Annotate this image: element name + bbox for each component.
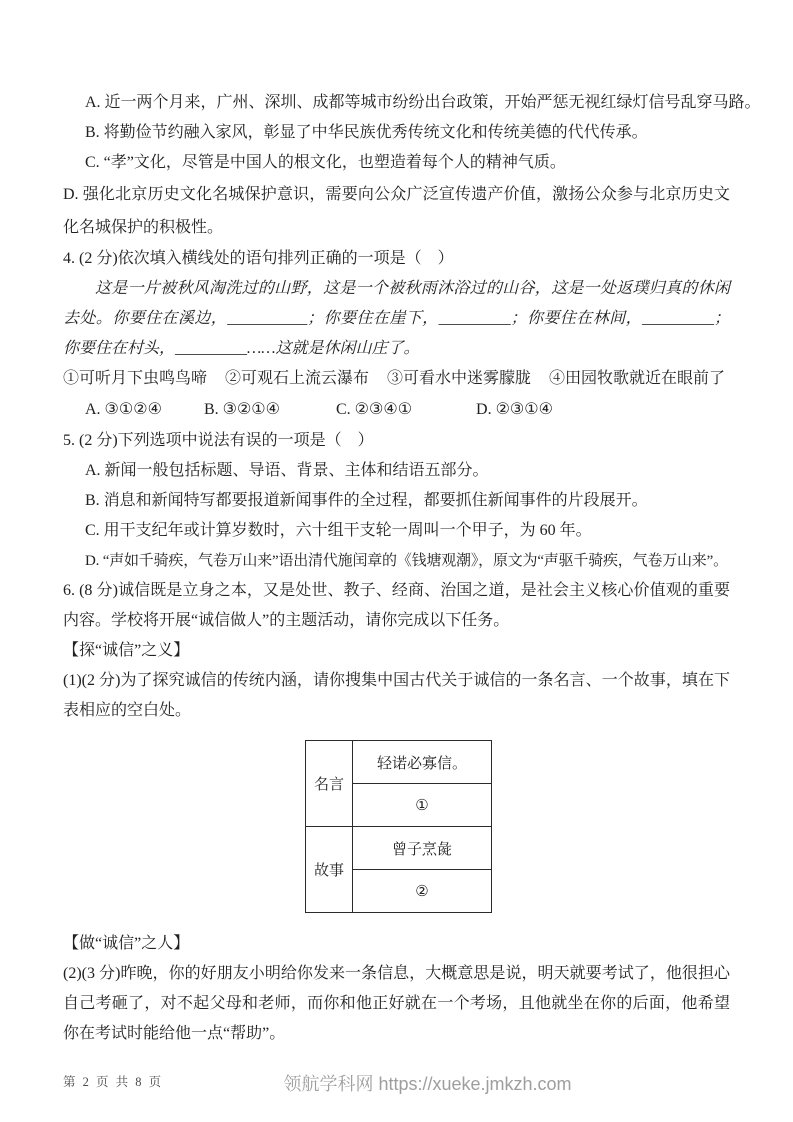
q3-option-c: C. “孝”文化，尽管是中国人的根文化，也塑造着每个人的精神气质。	[85, 154, 566, 171]
honesty-quotes-table	[305, 740, 492, 913]
saying-example-cell: 轻诺必寡信。	[353, 741, 492, 784]
story-blank-cell: ②	[353, 870, 492, 913]
q5-option-d: D. “声如千骑疾，气卷万山来”语出清代施闰章的《钱塘观潮》，原文为“声驱千骑疾，气卷万山来”。	[85, 553, 728, 569]
q4-stem: 4. (2 分)依次填入横线处的语句排列正确的一项是（ ）	[63, 250, 454, 267]
table-row	[306, 741, 492, 784]
saying-blank-cell: ①	[353, 784, 492, 827]
q4-answer-d: D. ②③①④	[476, 401, 553, 418]
q5-option-c: C. 用干支纪年或计算岁数时，六十组干支轮一周叫一个甲子，为 60 年。	[85, 522, 592, 539]
q3-option-b: B. 将勤俭节约融入家风，彰显了中华民族优秀传统文化和传统美德的代代传承。	[85, 124, 648, 141]
q6-stem: 6. (8 分)诚信既是立身之本，又是处世、教子、经商、治国之道，是社会主义核心价值观的重要内容。学校将开展“诚信做人”的主题活动，请你完成以下任务。	[63, 582, 730, 629]
q4-numbered-items	[63, 364, 730, 394]
q4-answer-b: B. ③②①④	[203, 401, 280, 418]
q5-option-b: B. 消息和新闻特写都要报道新闻事件的全过程，都要抓住新闻事件的片段展开。	[85, 492, 648, 509]
q3-option-d: D. 强化北京历史文化名城保护意识，需要向公众广泛宣传遗产价值，激扬公众参与北京历史文化名城保护的积极性。	[63, 186, 730, 236]
q4-answer-a: A. ③①②④	[85, 401, 162, 418]
table-row	[306, 827, 492, 870]
q6-section-do-header: 【做“诚信”之人】	[63, 935, 190, 952]
q5-stem: 5. (2 分)下列选项中说法有误的一项是（ ）	[63, 432, 374, 449]
q4-item-1: ①可听月下虫鸣鸟啼	[63, 370, 208, 387]
q5-option-a: A. 新闻一般包括标题、导语、背景、主体和结语五部分。	[85, 462, 489, 479]
q6-task1: (1)(2 分)为了探究诚信的传统内涵，请你搜集中国古代关于诚信的一条名言、一个故事，填在下表相应的空白处。	[63, 672, 730, 719]
q4-item-3: ③可看水中迷雾朦胧	[387, 370, 532, 387]
story-row-label: 故事	[306, 827, 353, 913]
q4-item-4: ④田园牧歌就近在眼前了	[549, 370, 726, 387]
q6-task2: (2)(3 分)昨晚，你的好朋友小明给你发来一条信息，大概意思是说，明天就要考试了，他很担心自己考砸了，对不起父母和老师，而你和他正好就在一个考场，且他就坐在你的后面，他希望你在考试时能给他一点“帮助”。	[63, 965, 730, 1042]
q6-section-explore-header: 【探“诚信”之义】	[63, 642, 190, 659]
footer-page-number: 第 2 页 共 8 页	[63, 1075, 164, 1089]
story-example-cell: 曾子烹彘	[353, 827, 492, 870]
q4-answer-c: C. ②③④①	[335, 401, 413, 418]
q4-answer-options	[63, 394, 730, 426]
footer-watermark-link[interactable]: 领航学科网 https://xueke.jmkzh.com	[283, 1074, 572, 1094]
q4-passage: 这是一片被秋风淘洗过的山野，这是一个被秋雨沐浴过的山谷，这是一处返璞归真的休闲去处。你要住在溪边，__________；你要住在崖下，_________；你要住在林间，_________；你要住在村头，_________……这就是休闲山庄了。	[63, 280, 730, 357]
q4-item-2: ②可观石上流云瀑布	[225, 370, 370, 387]
saying-row-label: 名言	[306, 741, 353, 827]
q3-option-a: A. 近一两个月来，广州、深圳、成都等城市纷纷出台政策，开始严惩无视红绿灯信号乱穿马路。	[85, 94, 761, 111]
